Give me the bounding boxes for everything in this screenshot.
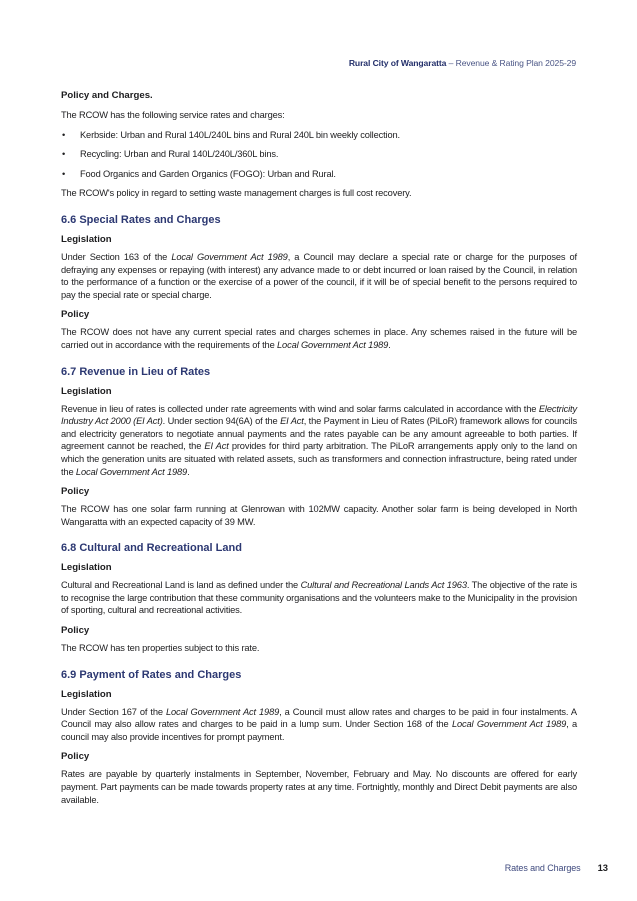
waste-policy-paragraph: The RCOW's policy in regard to setting waste management charges is full cost recovery. <box>61 188 412 199</box>
service-charges-list <box>61 129 577 181</box>
legislation-label: Legislation <box>61 688 112 700</box>
policy-paragraph: The RCOW has one solar farm running at Glenrowan with 102MW capacity. Another solar farm is being developed in North Wangaratta with an expected capacity of 39 MW. <box>61 504 577 527</box>
policy-label: Policy <box>61 486 90 498</box>
section-heading-6-7: 6.7 Revenue in Lieu of Rates <box>61 365 211 378</box>
intro-paragraph: The RCOW has the following service rates and charges: <box>61 110 285 120</box>
policy-label: Policy <box>61 309 90 321</box>
section-heading-6-8: 6.8 Cultural and Recreational Land <box>61 542 242 555</box>
policy-label: Policy <box>61 751 90 763</box>
list-item: • Food Organics and Garden Organics (FOGO): Urban and Rural. <box>62 168 336 179</box>
bullet-glyph: • <box>62 129 66 140</box>
footer-section-label: Rates and Charges <box>504 863 581 873</box>
bullet-glyph: • <box>62 168 66 179</box>
section-heading-6-6: 6.6 Special Rates and Charges <box>61 213 221 226</box>
header-document-title: – Revenue & Rating Plan 2025-29 <box>446 58 576 68</box>
policy-paragraph: The RCOW does not have any current special rates and charges schemes in place. Any schemes raised in the future will be carried out in accordance with the requirements of the Local Government Act 1989. <box>61 327 577 350</box>
legislation-paragraph: Cultural and Recreational Land is land as defined under the Cultural and Recreational Lands Act 1963. The objective of the rate is to recognise the large contribution that these community organisations and the volunteers make to the Municipality in the provision of sporting, cultural and recreational activities. <box>61 580 577 616</box>
page-footer <box>505 862 608 873</box>
policy-charges-title: Policy and Charges. <box>61 90 153 101</box>
policy-paragraph: The RCOW has ten properties subject to this rate. <box>61 643 260 654</box>
running-header <box>349 58 576 68</box>
legislation-label: Legislation <box>61 562 112 574</box>
list-item: • Recycling: Urban and Rural 140L/240L/360L bins. <box>62 149 279 160</box>
header-organisation: Rural City of Wangaratta <box>348 58 447 68</box>
legislation-paragraph: Under Section 163 of the Local Government Act 1989, a Council may declare a special rate or charge for the purposes of defraying any expenses or repaying (with interest) any advance made to or debt incurred or loan raised by the Council, in relation to the performance of a function or the exercise of a power of the council, if it will be of special benefit to the persons required to pay the special rate or special charge. <box>61 251 577 300</box>
list-item: • Kerbside: Urban and Rural 140L/240L bins and Rural 240L bin weekly collection. <box>62 129 400 140</box>
legislation-label: Legislation <box>61 385 112 397</box>
page-number: 13 <box>597 862 608 873</box>
legislation-label: Legislation <box>61 233 112 245</box>
bullet-glyph: • <box>62 149 66 160</box>
policy-label: Policy <box>61 625 90 637</box>
policy-paragraph: Rates are payable by quarterly instalments in September, November, February and May. No discounts are offered for early payment. Part payments can be made towards property rates at any time. Fortnightly, monthly and Direct Debit payments are also available. <box>61 769 577 805</box>
legislation-paragraph: Revenue in lieu of rates is collected under rate agreements with wind and solar farms calculated in accordance with the Electricity Industry Act 2000 (EI Act). Under section 94(6A) of the EI Act, the Payment in Lieu of Rates (PiLoR) framework allows for councils and electricity generators to negotiate annual payments and the rates payable can be any amount agreeable to both parties. If agreement cannot be reached, the EI Act provides for third party arbitration. The PiLoR arrangements apply only to the land on which the generation units are situated with related assets, such as transformers and connection infrastructure, being rated under the Local Government Act 1989. <box>61 403 577 477</box>
legislation-paragraph: Under Section 167 of the Local Government Act 1989, a Council must allow rates and charges to be paid in four instalments. A Council may also allow rates and charges to be paid in a lump sum. Under Section 168 of the Local Government Act 1989, a council may also provide incentives for prompt payment. <box>61 706 577 742</box>
page-content <box>61 89 577 813</box>
section-heading-6-9: 6.9 Payment of Rates and Charges <box>61 668 242 681</box>
